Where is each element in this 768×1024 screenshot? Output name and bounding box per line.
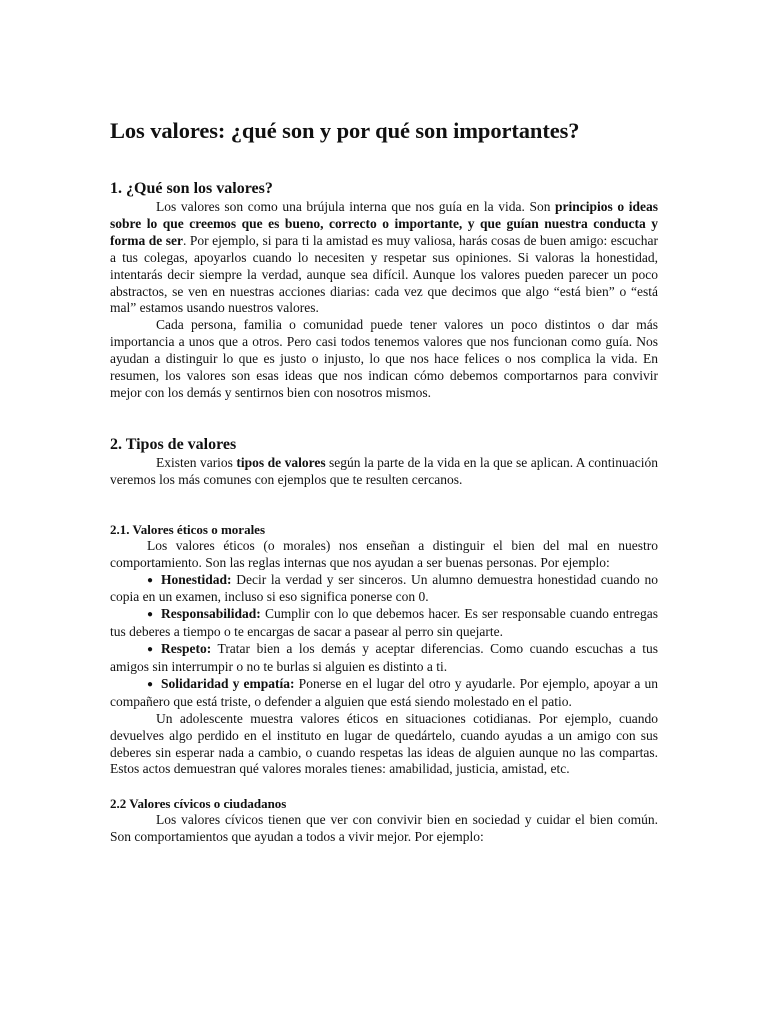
bullet-term: Solidaridad y empatía: bbox=[161, 675, 295, 691]
s1-p1-text-a: Los valores son como una brújula interna que nos guía en la vida. Son bbox=[156, 199, 556, 214]
section-2-2-heading: 2.2 Valores cívicos o ciudadanos bbox=[110, 796, 287, 812]
bullet-term: Respeto: bbox=[161, 641, 212, 657]
section-2-1-outro: Un adolescente muestra valores éticos en situaciones cotidianas. Por ejemplo, cuando devuelves algo perdido en el instituto en lugar de quedártelo, cuando ayudas a un amigo con sus deberes sin esperar nada a cambio, o cuando respetas las ideas de alguien aunque no las compartas. Estos actos demuestran qué valores morales tienes: amabilidad, justicia, amistad, etc. bbox=[110, 710, 658, 777]
bullet-text: Decir la verdad y ser sinceros. Un alumno demuestra honestidad cuando no copia en un examen, incluso si eso significa ponerse con 0. bbox=[110, 571, 658, 605]
bullet-text: Tratar bien a los demás y aceptar diferencias. Como cuando escuchas a tus amigos sin interrumpir o no te burlas si alguien es distinto a ti. bbox=[110, 641, 658, 675]
bullet-icon: ● bbox=[147, 678, 154, 690]
bullet-term: Honestidad: bbox=[161, 571, 232, 587]
list-item bbox=[110, 676, 658, 711]
section-2-1-heading: 2.1. Valores éticos o morales bbox=[110, 521, 266, 537]
section-2-paragraph-1 bbox=[110, 455, 658, 489]
section-2-heading: 2. Tipos de valores bbox=[110, 435, 237, 453]
document-page bbox=[110, 116, 658, 846]
section-2-1-intro: Los valores éticos (o morales) nos enseñan a distinguir el bien del mal en nuestro comportamiento. Son las reglas internas que nos ayudan a ser buenas personas. Por ejemplo: bbox=[110, 537, 658, 570]
s1-p1-text-c: . Por ejemplo, si para ti la amistad es muy valiosa, harás cosas de buen amigo: escuchar a tus colegas, apoyarlos cuando lo necesiten y respetar sus opiniones. Si valoras la honestidad, intentarás decir siempre la verdad, aunque sea difícil. Aunque los valores pueden parecer un poco abstractos, se ven en nuestras acciones diarias: cada vez que decimos que algo “está bien” o “está mal” estamos usando nuestros valores. bbox=[110, 232, 658, 316]
bullet-text: Cumplir con lo que debemos hacer. Es ser responsable cuando entregas tus deberes a tiempo o te encargas de sacar a pasear al perro sin quejarte. bbox=[110, 606, 658, 640]
bullet-text: Ponerse en el lugar del otro y ayudarle. Por ejemplo, apoyar a un compañero que está triste, o defender a alguien que está siendo molestado en el patio. bbox=[110, 675, 658, 709]
bullet-icon: ● bbox=[147, 574, 154, 586]
bullet-icon: ● bbox=[147, 609, 154, 621]
bullet-icon: ● bbox=[147, 644, 154, 656]
document-title: Los valores: ¿qué son y por qué son importantes? bbox=[110, 118, 580, 143]
section-2-2-intro: Los valores cívicos tienen que ver con convivir bien en sociedad y cuidar el bien común. Son comportamientos que ayudan a todos a vivir mejor. Por ejemplo: bbox=[110, 812, 658, 845]
section-1-paragraph-2: Cada persona, familia o comunidad puede tener valores un poco distintos o dar más importancia a unos que a otros. Pero casi todos tenemos valores que nos funcionan como guía. Nos ayudan a distinguir lo que es justo o injusto, lo que nos hace felices o nos complica la vida. En resumen, los valores son esas ideas que nos indican cómo debemos comportarnos para convivir mejor con los demás y sentirnos bien con nosotros mismos. bbox=[110, 317, 658, 400]
list-item bbox=[110, 606, 658, 641]
s1-p1-bold: principios o ideas sobre lo que creemos que es bueno, correcto o importante, y que guían nuestra conducta y forma de ser bbox=[110, 199, 658, 248]
list-item bbox=[110, 641, 658, 676]
section-1-heading: 1. ¿Qué son los valores? bbox=[110, 180, 273, 197]
s2-p1-bold: tipos de valores bbox=[236, 454, 326, 470]
s2-p1-text-a: Existen varios bbox=[156, 454, 237, 470]
bullet-term: Responsabilidad: bbox=[161, 606, 261, 622]
s2-p1-text-c: según la parte de la vida en la que se aplican. A continuación veremos los más comunes con ejemplos que te resulten cercanos. bbox=[110, 454, 658, 487]
list-item bbox=[110, 572, 658, 607]
section-1-paragraph-1 bbox=[110, 199, 658, 317]
